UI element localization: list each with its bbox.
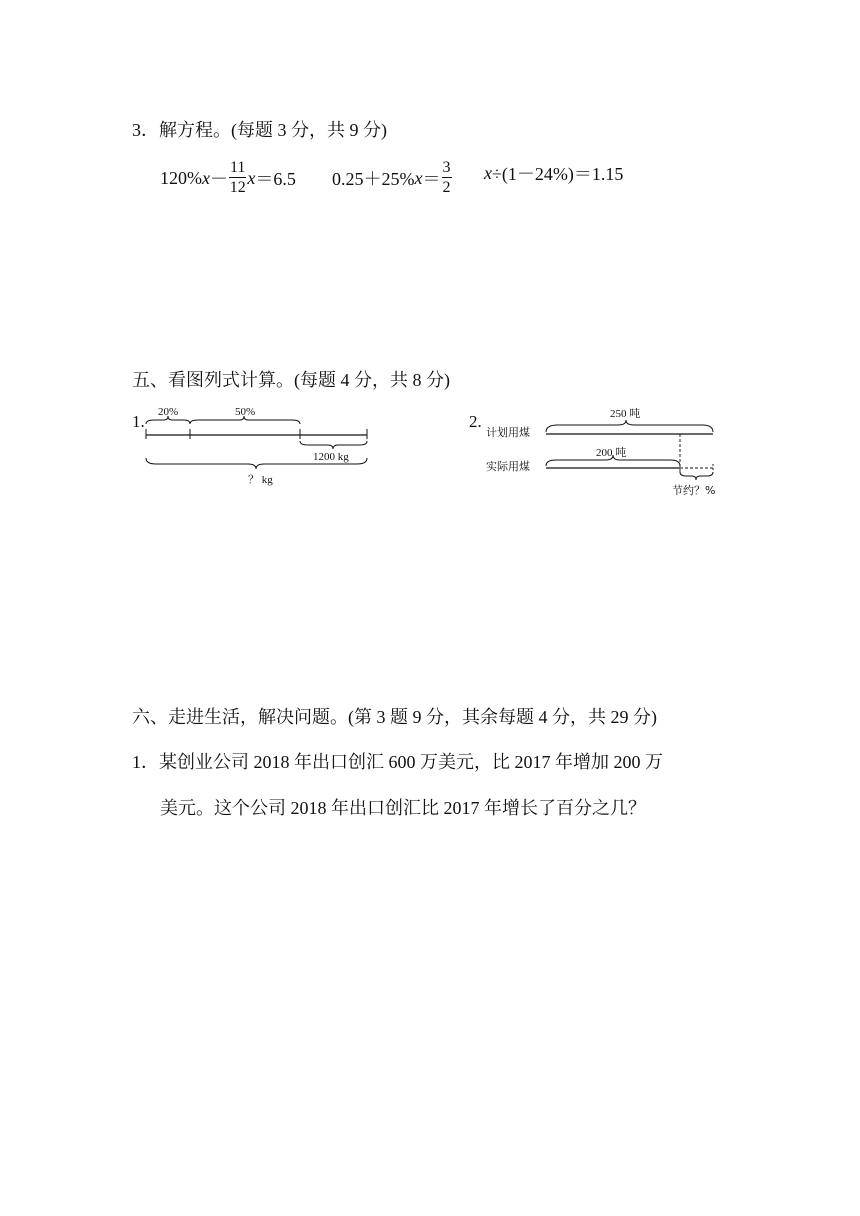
- eq2-prefix: 0.25＋25%: [332, 169, 415, 189]
- section-6-title: 六、走进生活，解决问题。(第 3 题 9 分，其余每题 4 分，共 29 分): [132, 707, 657, 727]
- eq2-numerator: 3: [442, 159, 451, 176]
- label-1200kg: 1200 kg: [313, 451, 349, 463]
- eq3-rest: ÷(1－24%)＝1.15: [492, 164, 624, 184]
- eq1-rest: ＝6.5: [255, 169, 296, 189]
- label-50-percent: 50%: [235, 406, 256, 418]
- label-200-tons: 200 吨: [596, 447, 627, 459]
- question-1-line-1: 1．某创业公司 2018 年出口创汇 600 万美元，比 2017 年增加 200 万: [132, 752, 663, 772]
- eq1-numerator: 11: [230, 159, 246, 176]
- label-total: ？ kg: [248, 474, 273, 486]
- equation-1: [160, 160, 296, 196]
- equation-2: [332, 160, 453, 196]
- label-saved: 节约？%: [672, 484, 716, 497]
- eq2-denominator: 2: [442, 179, 451, 196]
- question-1-line-2: 美元。这个公司 2018 年出口创汇比 2017 年增长了百分之几？: [160, 798, 646, 818]
- eq1-minus: －: [210, 169, 228, 189]
- brace-1200kg: [300, 441, 367, 449]
- row-label-actual: 实际用煤: [486, 460, 530, 473]
- equation-3: [484, 160, 623, 186]
- label-250-tons: 250 吨: [610, 408, 641, 420]
- eq1-var: x: [202, 167, 210, 188]
- eq1-var2: x: [247, 167, 256, 188]
- section-5-title: 五、看图列式计算。(每题 4 分，共 8 分): [132, 370, 450, 390]
- brace-saved: [680, 472, 713, 480]
- eq2-equals: ＝: [422, 169, 441, 189]
- q2-number: 2.: [469, 412, 482, 431]
- eq2-var: x: [414, 167, 423, 188]
- line-diagram-2: [484, 402, 724, 502]
- eq2-fraction: [442, 160, 452, 196]
- line-diagram-1: [140, 402, 380, 492]
- label-20-percent: 20%: [158, 406, 179, 418]
- brace-actual: [546, 455, 680, 466]
- eq1-denominator: 12: [229, 179, 246, 196]
- row-label-plan: 计划用煤: [486, 426, 530, 439]
- brace-plan: [546, 420, 713, 432]
- brace-20-percent: [146, 416, 190, 424]
- q1-number: 1.: [132, 412, 145, 431]
- eq3-var: x: [484, 162, 492, 183]
- section-3-title: 3．解方程。(每题 3 分，共 9 分): [132, 120, 387, 140]
- eq1-prefix: 120%: [160, 167, 202, 188]
- eq1-fraction: [229, 160, 246, 196]
